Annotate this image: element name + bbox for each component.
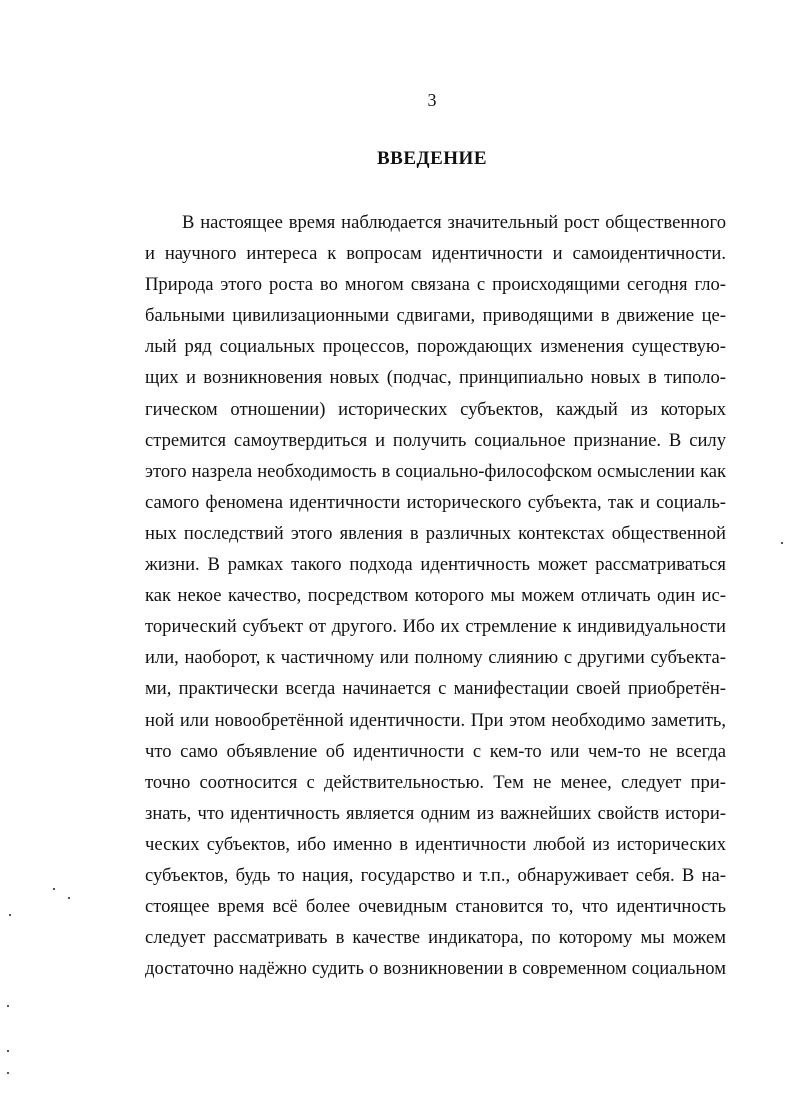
text-line: лый ряд социальных процессов, порождающих изменения существую-	[145, 336, 726, 358]
text-line: точно соотносится с действительностью. Тем не менее, следует при-	[145, 771, 726, 793]
text-line: щих и возникновения новых (подчас, принципиально новых в типоло-	[145, 367, 726, 389]
text-line: следует рассматривать в качестве индикатора, по которому мы можем	[145, 927, 726, 949]
text-line: стремится самоутвердиться и получить социальное признание. В силу	[145, 429, 726, 451]
text-line: субъектов, будь то нация, государство и т.п., обнаруживает себя. В на-	[145, 864, 726, 886]
text-line: ческих субъектов, ибо именно в идентичности любой из исторических	[145, 833, 726, 855]
text-line: что само объявление об идентичности с кем-то или чем-то не всегда	[145, 740, 726, 762]
body-paragraph	[145, 207, 726, 984]
text-line: и научного интереса к вопросам идентичности и самоидентичности.	[145, 243, 726, 265]
scan-speck	[68, 897, 70, 899]
text-line: Природа этого роста во многом связана с происходящими сегодня гло-	[145, 274, 726, 296]
text-line: или, наоборот, к частичному или полному слиянию с другими субъекта-	[145, 647, 726, 669]
text-line: самого феномена идентичности исторического субъекта, так и социаль-	[145, 491, 726, 513]
text-line: стоящее время всё более очевидным становится то, что идентичность	[145, 896, 726, 918]
text-line: жизни. В рамках такого подхода идентичность может рассматриваться	[145, 554, 726, 576]
text-line: ных последствий этого явления в различных контекстах общественной	[145, 522, 726, 544]
section-title: ВВЕДЕНИЕ	[377, 148, 487, 169]
text-line: ми, практически всегда начинается с манифестации своей приобретён-	[145, 678, 726, 700]
text-line: как некое качество, посредством которого мы можем отличать один ис-	[145, 585, 726, 607]
text-line: гическом отношении) исторических субъектов, каждый из которых	[145, 398, 726, 420]
scan-speck	[9, 914, 11, 916]
scan-speck	[53, 888, 55, 890]
text-line: этого назрела необходимость в социально-философском осмыслении как	[145, 460, 726, 482]
scan-speck	[7, 1005, 9, 1007]
text-line: ной или новообретённой идентичности. При этом необходимо заметить,	[145, 709, 726, 731]
scan-speck	[781, 542, 783, 544]
text-line: бальными цивилизационными сдвигами, приводящими в движение це-	[145, 305, 726, 327]
page-number: 3	[427, 90, 437, 110]
text-line: торический субъект от другого. Ибо их стремление к индивидуальности	[145, 616, 726, 638]
scan-speck	[7, 1050, 9, 1052]
text-line: знать, что идентичность является одним из важнейших свойств истори-	[145, 802, 726, 824]
scan-speck	[7, 1072, 9, 1074]
text-line: достаточно надёжно судить о возникновении в современном социальном	[145, 958, 726, 980]
text-line: В настоящее время наблюдается значительный рост общественного	[182, 212, 726, 233]
